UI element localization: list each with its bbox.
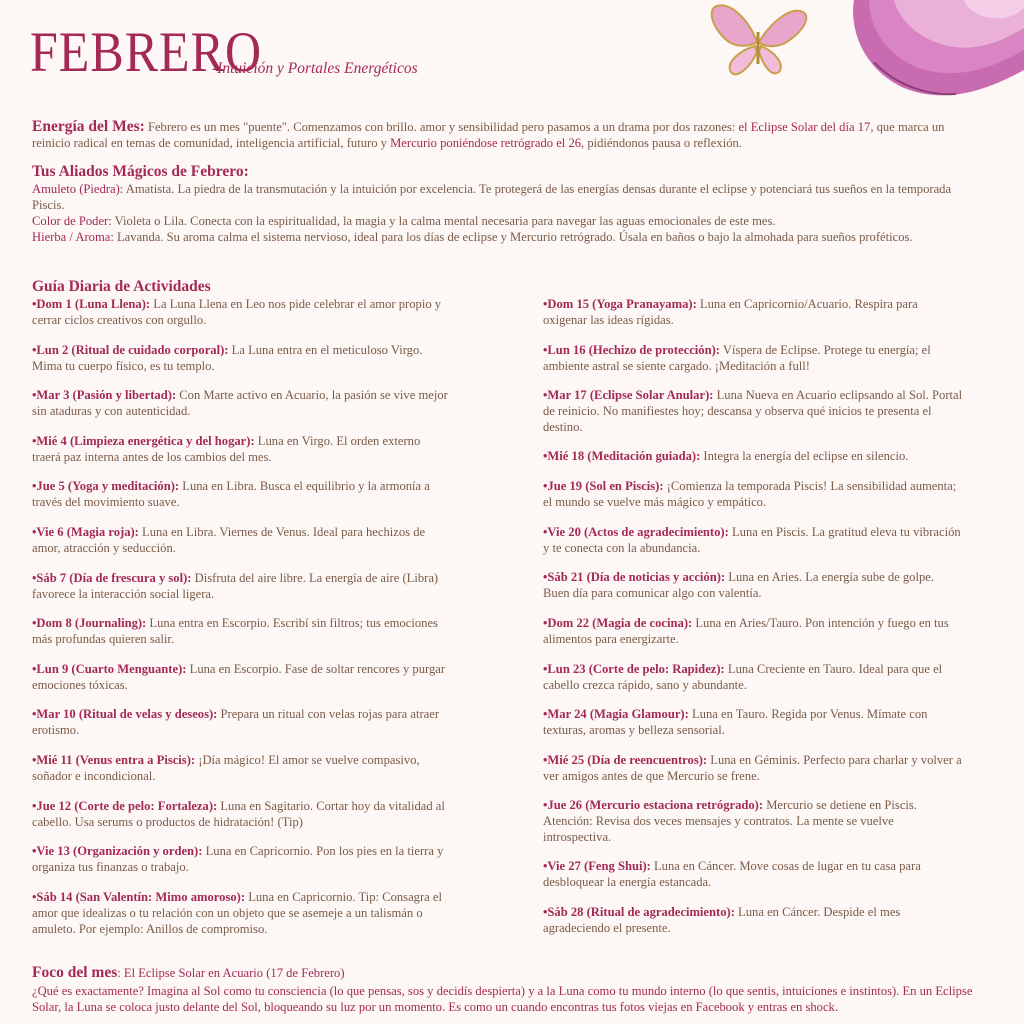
energy-paragraph [32, 119, 972, 151]
day-label: •Mié 25 (Día de reencuentros): [543, 752, 708, 767]
day-text: Luna en Capricornio. Tip: Consagra el amor que idealizas o tu relación con un objeto que se asemeje a un talismán o amuleto. Por ejemplo: Anillos de compromiso. [32, 889, 442, 936]
day-label: •Mar 24 (Magia Glamour): [543, 707, 689, 722]
day-entry [543, 569, 963, 599]
day-label: •Mié 4 (Limpieza energética y del hogar): [32, 433, 255, 448]
ally-item-herb [32, 229, 972, 245]
day-text: ¡Día mágico! El amor se vuelve compasivo, soñador e incondicional. [32, 752, 420, 783]
day-label: •Dom 15 (Yoga Pranayama): [543, 297, 697, 311]
ally-text: Amatista. La piedra de la transmutación y la intuición por excelencia. Te protegerá de las energías densas durante el eclipse y potenciará tus sueños en la temporada Piscis. [32, 182, 952, 212]
day-entry [543, 661, 963, 691]
day-entry [543, 858, 963, 888]
day-entry [32, 752, 452, 782]
day-entry [32, 524, 452, 554]
day-label: •Jue 5 (Yoga y meditación): [32, 479, 180, 494]
day-text: Con Marte activo en Acuario, la pasión se vive mejor sin ataduras y con autenticidad. [32, 388, 448, 419]
day-text: Víspera de Eclipse. Protege tu energía; el ambiente astral se siente cargado. ¡Meditación a full! [543, 342, 931, 373]
day-entry [543, 448, 963, 464]
day-entry [32, 661, 452, 691]
day-text: Luna Creciente en Tauro. Ideal para que el cabello crezca rápido, sano y abundante. [543, 661, 943, 692]
day-label: •Lun 16 (Hechizo de protección): [543, 342, 720, 357]
day-entry [32, 296, 452, 326]
day-label: •Dom 8 (Journaling): [32, 616, 147, 631]
energy-highlight-eclipse: el Eclipse Solar del día 17 [738, 120, 871, 134]
day-label: •Dom 1 (Luna Llena): [32, 297, 151, 311]
energy-text-3: , pidiéndonos pausa o reflexión. [581, 136, 742, 150]
day-entry [32, 570, 452, 600]
energy-label: Energía del Mes: [32, 118, 145, 135]
day-text: Luna en Virgo. El orden externo traerá paz interna antes de los cambios del mes. [32, 433, 421, 464]
day-text: Luna en Tauro. Regida por Venus. Mímate con texturas, aromas y belleza sensorial. [543, 707, 928, 738]
day-label: •Dom 22 (Magia de cocina): [543, 615, 693, 630]
focus-subtitle: : El Eclipse Solar en Acuario (17 de Febrero) [117, 966, 345, 980]
day-text: La Luna entra en el meticuloso Virgo. Mima tu cuerpo físico, es tu templo. [32, 342, 423, 373]
day-entry [543, 387, 963, 435]
day-entry [32, 342, 452, 372]
day-label: •Vie 20 (Actos de agradecimiento): [543, 524, 729, 539]
day-label: •Mié 11 (Venus entra a Piscis): [32, 752, 196, 767]
energy-text-1: Febrero es un mes "puente". Comenzamos con brillo. amor y sensibilidad pero pasamos a un drama por dos razones: [147, 120, 739, 134]
day-label: •Jue 12 (Corte de pelo: Fortaleza): [32, 798, 218, 813]
energy-text-2: , que marca un reinicio radical en temas de comunidad, inteligencia artificial, futuro y [32, 120, 945, 150]
day-entry [543, 706, 963, 736]
day-label: •Jue 26 (Mercurio estaciona retrógrado): [543, 798, 764, 813]
day-label: •Lun 2 (Ritual de cuidado corporal): [32, 342, 229, 357]
page-title: FEBRERO [30, 19, 263, 84]
day-entry [543, 342, 963, 372]
day-text: Luna en Sagitario. Cortar hoy da vitalidad al cabello. Usa serums o productos de hidratación! (Tip) [32, 798, 445, 829]
day-entry [543, 478, 963, 508]
allies-title: Tus Aliados Mágicos de Febrero: [32, 163, 249, 180]
page-subtitle: -Intuición y Portales Energéticos [212, 60, 418, 77]
day-label: •Vie 27 (Feng Shui): [543, 859, 651, 874]
focus-label: Foco del mes [32, 964, 118, 981]
day-text: Luna en Libra. Viernes de Venus. Ideal para hechizos de amor, atracción y seducción. [32, 524, 426, 555]
day-text: Prepara un ritual con velas rojas para atraer erotismo. [32, 707, 440, 738]
day-text: Luna en Géminis. Perfecto para charlar y volver a ver amigos antes de que Mercurio se frene. [543, 752, 962, 783]
day-entry [543, 904, 963, 934]
day-entry [543, 296, 963, 326]
day-label: •Lun 9 (Cuarto Menguante): [32, 661, 187, 676]
day-entry [32, 387, 452, 417]
day-label: •Mar 3 (Pasión y libertad): [32, 388, 177, 403]
focus-text: ¿Qué es exactamente? Imagina al Sol como tu consciencia (lo que pensas, sos y decidís despierta) y a la Luna como tu mundo interno (lo que sentis, intuiciones e instintos). En un Eclipse Solar, la Luna se coloca justo delante del Sol, bloqueando su luz por un momento. Es como un cuando encontras tus fotos viejas en Facebook y entras en shock. [32, 984, 973, 1014]
ally-item-amulet [32, 181, 972, 213]
ally-item-color [32, 213, 972, 229]
day-text: Luna en Capricornio. Pon los pies en la tierra y organiza tus finanzas o trabajo. [32, 844, 444, 875]
day-text: ¡Comienza la temporada Piscis! La sensibilidad aumenta; el mundo se vuelve más mágico y empático. [543, 479, 957, 510]
focus-section [32, 964, 992, 1015]
ally-label: Amuleto (Piedra): [32, 182, 124, 196]
energy-highlight-mercury: Mercurio poniéndose retrógrado el 26 [390, 136, 582, 150]
day-entry [32, 615, 452, 645]
energy-section [32, 119, 972, 151]
daily-guide-section [32, 278, 992, 936]
day-label: •Sáb 21 (Día de noticias y acción): [543, 570, 726, 585]
day-label: •Sáb 14 (San Valentín: Mimo amoroso): [32, 889, 246, 904]
day-entry [32, 798, 452, 828]
day-label: •Jue 19 (Sol en Piscis): [543, 479, 664, 494]
day-label: •Mar 10 (Ritual de velas y deseos): [32, 707, 218, 722]
day-entry [543, 797, 963, 845]
day-text: Luna en Cáncer. Move cosas de lugar en tu casa para desbloquear la energía estancada. [543, 859, 921, 890]
ally-text: Violeta o Lila. Conecta con la espiritualidad, la magia y la calma mental necesaria para navegar las aguas emocionales de este mes. [111, 214, 776, 228]
day-label: •Sáb 28 (Ritual de agradecimiento): [543, 904, 735, 919]
day-entry [32, 478, 452, 508]
guide-column-right [543, 296, 963, 950]
allies-section [32, 163, 972, 245]
day-text: Luna en Libra. Busca el equilibrio y la armonía a través del movimiento suave. [32, 479, 430, 510]
day-text: Mercurio se detiene en Piscis. Atención: Revisa dos veces mensajes y contratos. La mente se vuelve introspectiva. [543, 798, 917, 845]
guide-column-left [32, 296, 452, 952]
guide-title: Guía Diaria de Actividades [32, 278, 211, 295]
day-text: Integra la energía del eclipse en silencio. [700, 449, 909, 464]
day-entry [543, 752, 963, 782]
day-entry [32, 843, 452, 873]
day-text: Luna en Aries/Tauro. Pon intención y fuego en tus alimentos para energizarte. [543, 615, 949, 646]
day-label: •Mar 17 (Eclipse Solar Anular): [543, 388, 714, 403]
day-entry [32, 433, 452, 463]
day-entry [32, 706, 452, 736]
day-text: Luna en Cáncer. Despide el mes agradeciendo el presente. [543, 904, 901, 935]
day-text: Luna en Piscis. La gratitud eleva tu vibración y te conecta con la abundancia. [543, 524, 961, 555]
day-label: •Mié 18 (Meditación guiada): [543, 449, 701, 464]
day-label: •Lun 23 (Corte de pelo: Rapidez): [543, 661, 725, 676]
day-text: Luna en Capricornio/Acuario. Respira para oxigenar las ideas rígidas. [543, 297, 918, 327]
butterfly-illustration [712, 5, 807, 74]
ally-label: Hierba / Aroma: [32, 230, 114, 244]
day-text: Luna entra en Escorpio. Escribí sin filtros; tus emociones más profundas quieren salir. [32, 616, 438, 647]
day-entry [543, 615, 963, 645]
day-text: Disfruta del aire libre. La energía de aire (Libra) favorece la interacción social ligera. [32, 570, 439, 601]
flower-illustration [853, 0, 1024, 95]
day-text: Luna en Aries. La energía sube de golpe. Buen día para comunicar algo con valentía. [543, 570, 935, 601]
day-text: Luna en Escorpio. Fase de soltar rencores y purgar emociones tóxicas. [32, 661, 446, 692]
day-text: La Luna Llena en Leo nos pide celebrar el amor propio y cerrar ciclos creativos con orgullo. [32, 297, 442, 327]
day-label: •Sáb 7 (Día de frescura y sol): [32, 570, 192, 585]
day-text: Luna Nueva en Acuario eclipsando al Sol. Portal de reinicio. No manifiestes hoy; descansa y observa qué inicios te presenta el destino. [543, 388, 963, 435]
floral-decoration [664, 0, 1024, 105]
ally-label: Color de Poder: [32, 214, 112, 228]
day-label: •Vie 13 (Organización y orden): [32, 844, 203, 859]
ally-text: Lavanda. Su aroma calma el sistema nervioso, ideal para los días de eclipse y Mercurio retrógrado. Úsala en baños o bajo la almohada para sueños proféticos. [113, 230, 913, 244]
day-label: •Vie 6 (Magia roja): [32, 524, 139, 539]
day-entry [32, 889, 452, 937]
focus-heading [32, 964, 992, 982]
day-entry [543, 524, 963, 554]
